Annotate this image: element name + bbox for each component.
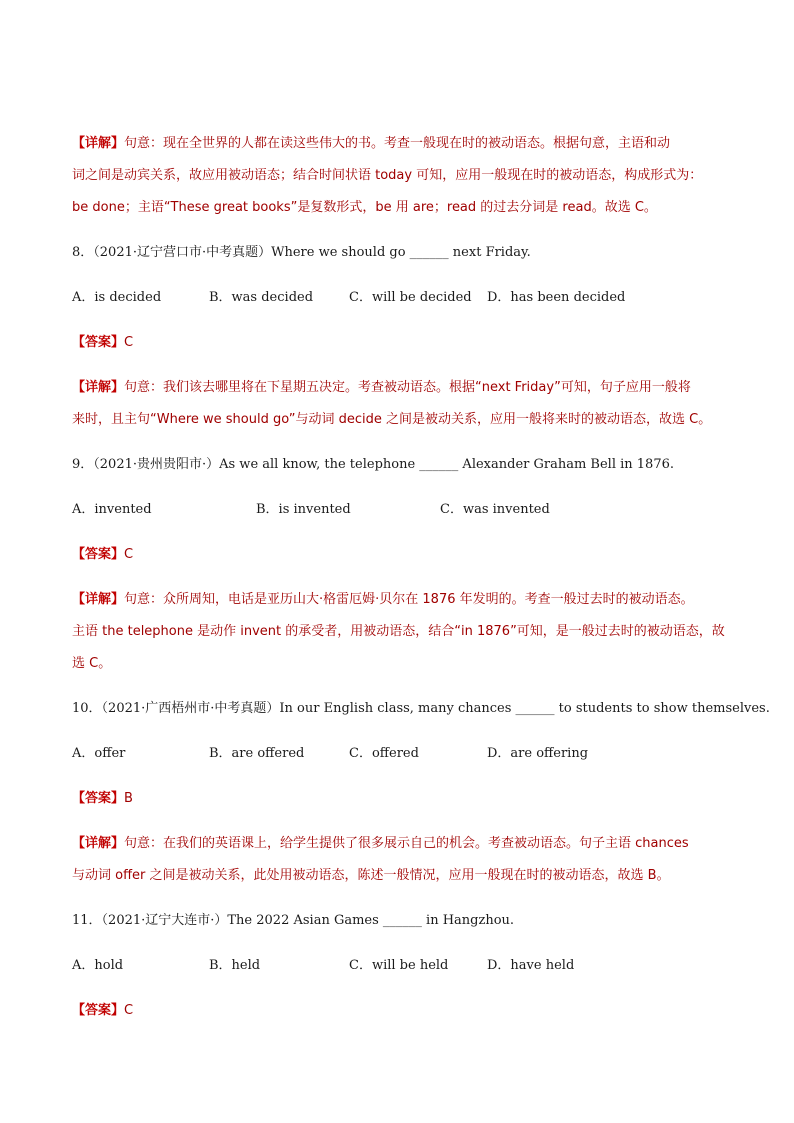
question-9-answer: [72, 539, 740, 571]
question-9-stem: 9．（2021·贵州贵阳市·）As we all know, the telephone ______ Alexander Graham Bell in 1876.: [72, 457, 674, 472]
option-a: A．hold: [72, 958, 124, 973]
option-b: B．are offered: [209, 746, 305, 761]
question-8-detail: [72, 372, 740, 436]
q7-detail: [72, 128, 740, 224]
detail-text-line: 句意：现在全世界的人都在读这些伟大的书。考查一般现在时的被动语态。根据句意，主语和动: [124, 136, 671, 151]
detail-tag: 【详解】: [72, 836, 125, 851]
detail-text-line: 选 C。: [72, 656, 112, 671]
document-page: [72, 128, 770, 1027]
option-b: B．held: [209, 958, 261, 973]
detail-text-line: 句意：在我们的英语课上，给学生提供了很多展示自己的机会。考查被动语态。句子主语 chances: [124, 836, 689, 851]
answer-tag: 【答案】: [72, 335, 125, 350]
question-10-stem: 10．（2021·广西梧州市·中考真题）In our English class, many chances ______ to students to show themselves.: [72, 701, 770, 716]
option-d: D．has been decided: [487, 290, 626, 305]
option-c: C．will be decided: [349, 290, 472, 305]
question-11-answer: [72, 995, 740, 1027]
option-d: D．are offering: [487, 746, 589, 761]
option-b: B．is invented: [256, 502, 351, 517]
answer-tag: 【答案】: [72, 547, 125, 562]
detail-text-line: 句意：众所周知，电话是亚历山大·格雷厄姆·贝尔在 1876 年发明的。考查一般过去时的被动语态。: [124, 592, 694, 607]
answer-value: C: [124, 335, 134, 350]
option-b: B．was decided: [209, 290, 314, 305]
question-10-answer: [72, 783, 740, 815]
option-d: D．have held: [487, 958, 575, 973]
answer-value: C: [124, 547, 134, 562]
detail-tag: 【详解】: [72, 136, 125, 151]
option-c: C．was invented: [440, 502, 550, 517]
answer-value: C: [124, 1003, 134, 1018]
question-11-stem: 11．（2021·辽宁大连市·）The 2022 Asian Games ______ in Hangzhou.: [72, 913, 515, 928]
answer-tag: 【答案】: [72, 791, 125, 806]
question-9-options: [72, 494, 740, 526]
detail-text-line: 句意：我们该去哪里将在下星期五决定。考查被动语态。根据“next Friday”可知，句子应用一般将: [124, 380, 691, 395]
option-a: A．offer: [72, 746, 126, 761]
question-8-answer: [72, 327, 740, 359]
answer-value: B: [124, 791, 133, 806]
detail-text-line: 主语 the telephone 是动作 invent 的承受者，用被动语态，结合“in 1876”可知，是一般过去时的被动语态，故: [72, 624, 725, 639]
detail-text-line: be done；主语“These great books”是复数形式，be 用 are；read 的过去分词是 read。故选 C。: [72, 200, 657, 215]
detail-tag: 【详解】: [72, 380, 125, 395]
option-a: A．is decided: [72, 290, 162, 305]
option-c: C．will be held: [349, 958, 449, 973]
option-a: A．invented: [72, 502, 152, 517]
question-8-options: [72, 282, 740, 314]
detail-text-line: 来时，且主句“Where we should go”与动词 decide 之间是被动关系，应用一般将来时的被动语态，故选 C。: [72, 412, 712, 427]
detail-text-line: 与动词 offer 之间是被动关系，此处用被动语态，陈述一般情况，应用一般现在时的被动语态，故选 B。: [72, 868, 670, 883]
question-9-detail: [72, 584, 740, 680]
answer-tag: 【答案】: [72, 1003, 125, 1018]
question-10-detail: [72, 828, 740, 892]
question-11-options: [72, 950, 740, 982]
option-c: C．offered: [349, 746, 419, 761]
question-8-stem: 8．（2021·辽宁营口市·中考真题）Where we should go ______ next Friday.: [72, 245, 531, 260]
detail-tag: 【详解】: [72, 592, 125, 607]
question-10-options: [72, 738, 740, 770]
detail-text-line: 词之间是动宾关系，故应用被动语态；结合时间状语 today 可知，应用一般现在时的被动语态，构成形式为：: [72, 168, 703, 183]
